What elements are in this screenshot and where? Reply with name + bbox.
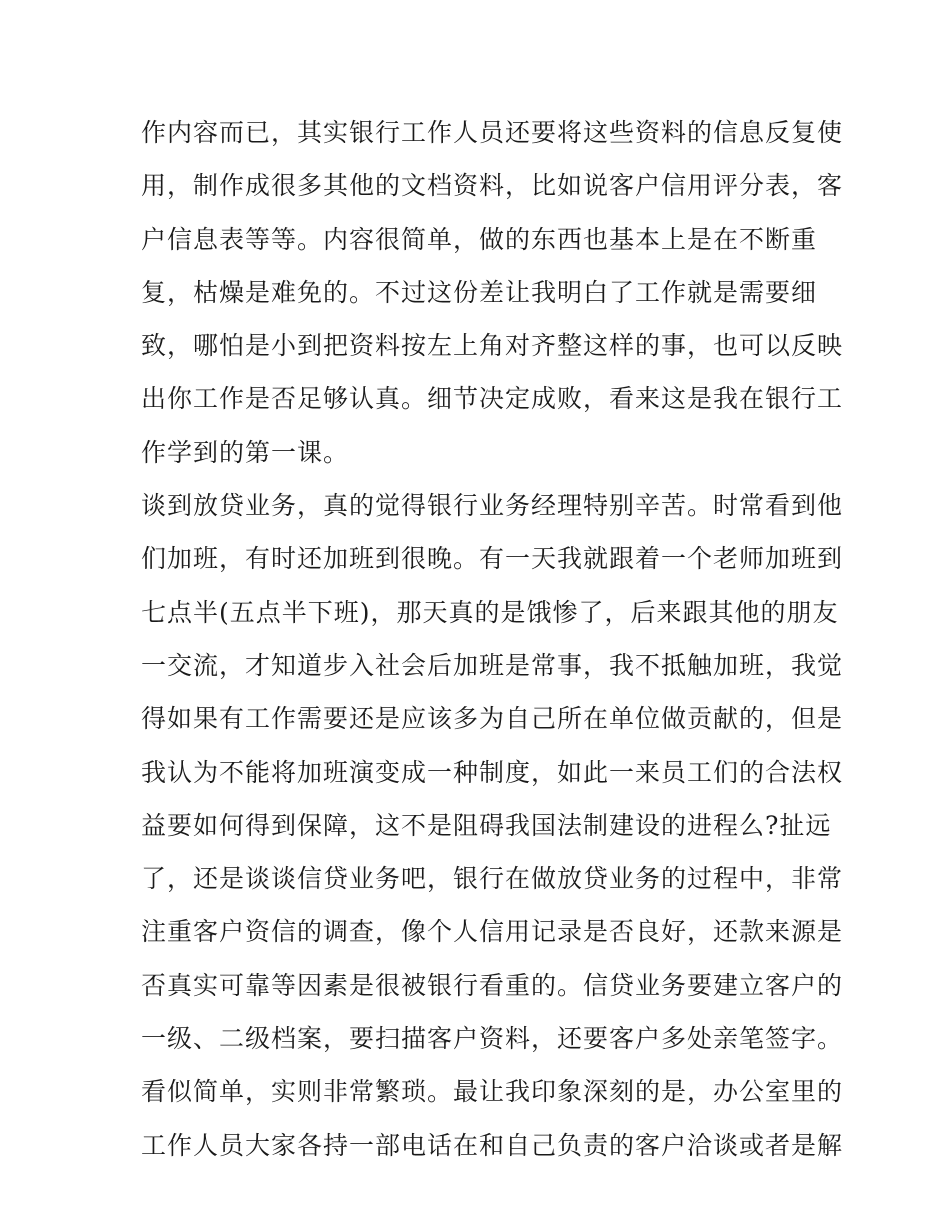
text-line: 户信息表等等。内容很简单，做的东西也基本上是在不断重 bbox=[141, 224, 818, 254]
text-line: 一交流，才知道步入社会后加班是常事，我不抵触加班，我觉 bbox=[141, 650, 844, 680]
text-line: 工作人员大家各持一部电话在和自己负责的客户洽谈或者是解 bbox=[141, 1130, 844, 1160]
text-line: 作学到的第一课。 bbox=[141, 437, 350, 467]
text-line: 看似简单，实则非常繁琐。最让我印象深刻的是，办公室里的 bbox=[141, 1077, 844, 1107]
document-body bbox=[141, 106, 844, 1172]
text-line: 复，枯燥是难免的。不过这份差让我明白了工作就是需要细 bbox=[141, 277, 818, 307]
text-line: 作内容而已，其实银行工作人员还要将这些资料的信息反复使 bbox=[141, 118, 844, 147]
text-line: 我认为不能将加班演变成一种制度，如此一来员工们的合法权 bbox=[141, 757, 844, 787]
text-line: 们加班，有时还加班到很晚。有一天我就跟着一个老师加班到 bbox=[141, 544, 844, 574]
text-line: 七点半(五点半下班)，那天真的是饿惨了，后来跟其他的朋友 bbox=[141, 597, 839, 627]
text-line: 益要如何得到保障，这不是阻碍我国法制建设的进程么?扯远 bbox=[141, 810, 832, 840]
text-line: 出你工作是否足够认真。细节决定成败，看来这是我在银行工 bbox=[141, 384, 844, 414]
text-line: 了，还是谈谈信贷业务吧，银行在做放贷业务的过程中，非常 bbox=[141, 864, 844, 894]
text-line: 注重客户资信的调查，像个人信用记录是否良好，还款来源是 bbox=[141, 917, 844, 947]
text-line: 用，制作成很多其他的文档资料，比如说客户信用评分表，客 bbox=[141, 171, 844, 201]
text-line: 得如果有工作需要还是应该多为自己所在单位做贡献的，但是 bbox=[141, 704, 844, 734]
text-line: 一级、二级档案，要扫描客户资料，还要客户多处亲笔签字。 bbox=[141, 1024, 844, 1054]
text-line: 谈到放贷业务，真的觉得银行业务经理特别辛苦。时常看到他 bbox=[141, 491, 844, 521]
text-line: 致，哪怕是小到把资料按左上角对齐整这样的事，也可以反映 bbox=[141, 331, 844, 361]
text-line: 否真实可靠等因素是很被银行看重的。信贷业务要建立客户的 bbox=[141, 970, 844, 1000]
